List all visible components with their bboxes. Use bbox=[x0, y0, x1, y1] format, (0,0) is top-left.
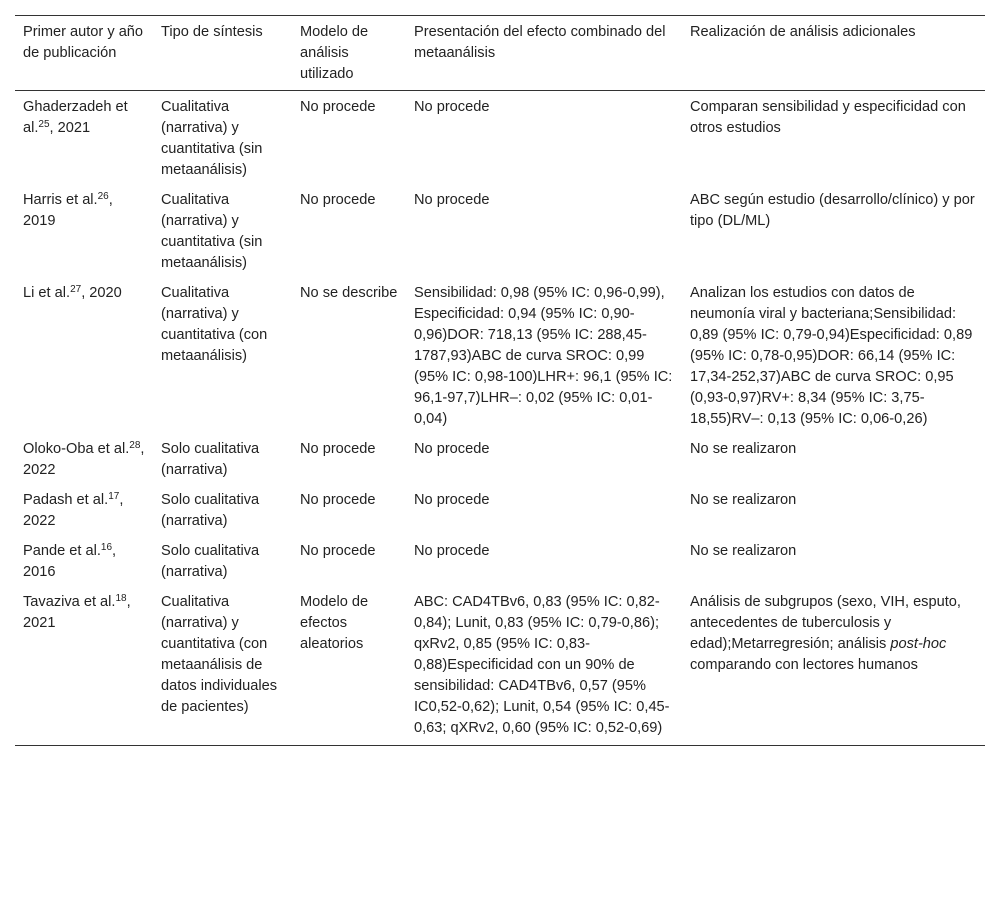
cell-additional: Analizan los estudios con datos de neumonía viral y bacteriana;Sensibilidad: 0,89 (95% IC: 0,79-0,94)Especificidad: 0,89 (95% IC: 0,78-0,95)DOR: 66,14 (95% IC: 17,34-252,37)ABC de curva SROC: 0,95 (0,93-0,97)RV+: 8,34 (95% IC: 3,75-18,55)RV–: 0,13 (95% IC: 0,06-0,26) bbox=[690, 285, 973, 427]
header-author-year: Primer autor y año de publicación bbox=[15, 16, 153, 91]
cell-effect: ABC: CAD4TBv6, 0,83 (95% IC: 0,82-0,84); Lunit, 0,83 (95% IC: 0,79-0,86); qxRv2, 0,85 (95% IC: 0,83-0,88)Especificidad con un 90% de sensibilidad: CAD4TBv6, 0,57 (95% IC0,52-0,62); Lunit, 0,54 (95% IC: 0,45-0,63; qXRv2, 0,60 (95% IC: 0,52-0,69) bbox=[406, 586, 682, 746]
table-row bbox=[15, 91, 985, 185]
cell-additional: ABC según estudio (desarrollo/clínico) y por tipo (DL/ML) bbox=[690, 192, 975, 229]
cell-author bbox=[15, 91, 153, 185]
cell-author bbox=[15, 586, 153, 746]
cell-model: No procede bbox=[300, 99, 376, 115]
cell-model: Modelo de efectos aleatorios bbox=[292, 586, 406, 746]
cell-synthesis: Solo cualitativa (narrativa) bbox=[161, 441, 260, 478]
cell-additional: No se realizaron bbox=[690, 543, 797, 559]
reference-number[interactable]: 25 bbox=[38, 119, 50, 130]
publication-year: , 2021 bbox=[49, 120, 91, 136]
cell-additional: Comparan sensibilidad y especificidad con otros estudios bbox=[690, 99, 966, 136]
cell-synthesis: Solo cualitativa (narrativa) bbox=[161, 492, 260, 529]
publication-year: , 2019 bbox=[23, 192, 113, 229]
results-table-container bbox=[15, 15, 985, 746]
additional-text-end: comparando con lectores humanos bbox=[690, 657, 918, 673]
cell-synthesis: Cualitativa (narrativa) y cuantitativa (con metaanálisis) bbox=[161, 285, 268, 364]
cell-author bbox=[15, 535, 153, 586]
publication-year: , 2022 bbox=[23, 492, 124, 529]
cell-author bbox=[15, 184, 153, 277]
table-row bbox=[15, 535, 985, 586]
author-name: Harris et al. bbox=[23, 192, 98, 208]
cell-author bbox=[15, 277, 153, 433]
table-row bbox=[15, 484, 985, 535]
additional-italic-term: post-hoc bbox=[890, 636, 947, 652]
cell-effect: No procede bbox=[414, 492, 490, 508]
cell-author bbox=[15, 433, 153, 484]
cell-synthesis: Solo cualitativa (narrativa) bbox=[161, 543, 260, 580]
cell-model: No procede bbox=[300, 441, 376, 457]
header-analysis-model: Modelo de análisis utilizado bbox=[292, 16, 406, 91]
cell-additional: No se realizaron bbox=[690, 492, 797, 508]
publication-year: , 2016 bbox=[23, 543, 117, 580]
cell-effect: No procede bbox=[414, 99, 490, 115]
author-name: Ghaderzadeh et al. bbox=[23, 99, 128, 136]
cell-model: No procede bbox=[300, 492, 376, 508]
additional-text: Análisis de subgrupos (sexo, VIH, esputo, antecedentes de tuberculosis y edad);Metarregresión; análisis bbox=[690, 594, 961, 652]
table-row bbox=[15, 184, 985, 277]
header-additional-analyses: Realización de análisis adicionales bbox=[682, 16, 985, 91]
reference-number[interactable]: 18 bbox=[115, 593, 127, 604]
author-name: Li et al. bbox=[23, 285, 71, 301]
results-table bbox=[15, 15, 985, 746]
cell-synthesis: Cualitativa (narrativa) y cuantitativa (con metaanálisis de datos individuales de pacientes) bbox=[153, 586, 292, 746]
table-row bbox=[15, 277, 985, 433]
publication-year: , 2020 bbox=[81, 285, 122, 301]
reference-number[interactable]: 17 bbox=[108, 491, 120, 502]
author-name: Tavaziva et al. bbox=[23, 594, 116, 610]
cell-synthesis: Cualitativa (narrativa) y cuantitativa (sin metaanálisis) bbox=[161, 99, 263, 178]
table-row bbox=[15, 433, 985, 484]
publication-year: , 2022 bbox=[23, 441, 145, 478]
reference-number[interactable]: 16 bbox=[100, 542, 113, 553]
reference-number[interactable]: 28 bbox=[129, 440, 141, 451]
header-synthesis-type: Tipo de síntesis bbox=[153, 16, 292, 91]
cell-effect: No procede bbox=[414, 543, 490, 559]
reference-number[interactable]: 27 bbox=[70, 284, 82, 295]
cell-effect: Sensibilidad: 0,98 (95% IC: 0,96-0,99), Especificidad: 0,94 (95% IC: 0,90-0,96)DOR: 718,13 (95% IC: 288,45-1787,93)ABC de curva SROC: 0,99 (95% IC: 0,98-100)LHR+: 96,1 (95% IC: 96,1-97,7)LHR–: 0,02 (95% IC: 0,01-0,04) bbox=[414, 285, 673, 427]
author-name: Padash et al. bbox=[23, 492, 109, 508]
cell-model: No procede bbox=[300, 192, 376, 208]
cell-additional bbox=[682, 586, 985, 746]
cell-effect: No procede bbox=[414, 441, 490, 457]
cell-model: No se describe bbox=[300, 285, 398, 301]
cell-synthesis: Cualitativa (narrativa) y cuantitativa (sin metaanálisis) bbox=[161, 192, 263, 271]
cell-author bbox=[15, 484, 153, 535]
cell-model: No procede bbox=[300, 543, 376, 559]
header-combined-effect: Presentación del efecto combinado del metaanálisis bbox=[406, 16, 682, 91]
author-name: Oloko-Oba et al. bbox=[23, 441, 130, 457]
cell-effect: No procede bbox=[414, 192, 490, 208]
author-name: Pande et al. bbox=[23, 543, 101, 559]
table-row bbox=[15, 586, 985, 746]
cell-additional: No se realizaron bbox=[690, 441, 797, 457]
reference-number[interactable]: 26 bbox=[97, 191, 109, 202]
publication-year: , 2021 bbox=[23, 594, 131, 631]
table-header-row bbox=[15, 16, 985, 91]
